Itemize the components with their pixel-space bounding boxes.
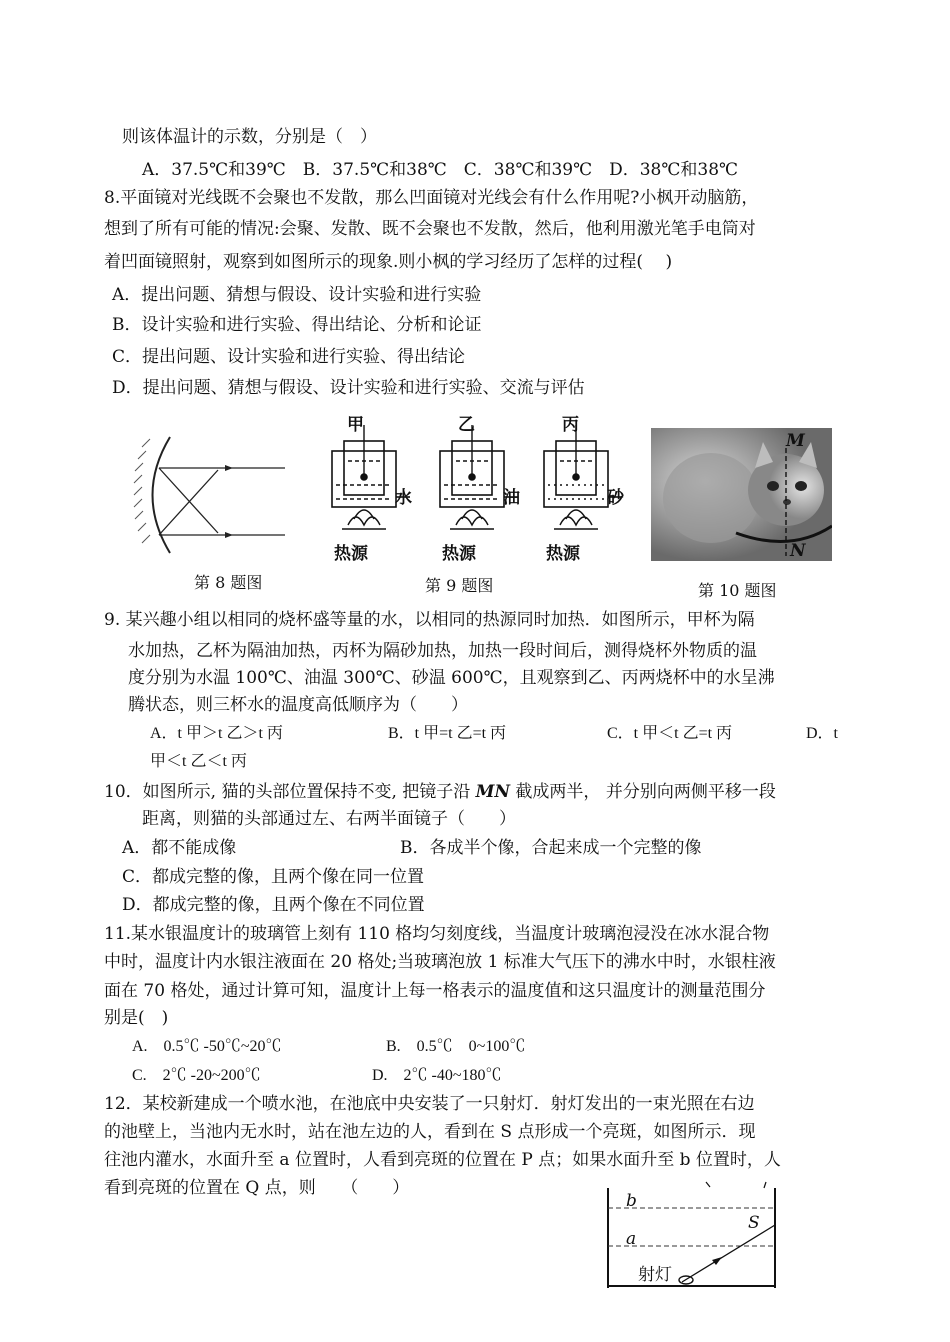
q11-line1: 11.某水银温度计的玻璃管上刻有 110 格均匀刻度线，当温度计玻璃泡浸没在冰水混合物 bbox=[104, 924, 770, 944]
q11-option-c: C. 2℃ -20~200℃ bbox=[132, 1067, 261, 1084]
fig10-caption: 第 10 题图 bbox=[698, 581, 777, 600]
beaker-oil bbox=[440, 425, 518, 529]
fig9-label-oil: 油 bbox=[503, 488, 520, 508]
q10-line1-a: 10．如图所示, 猫的头部位置保持不变, 把镜子沿 bbox=[104, 782, 476, 802]
fig9-label-sand: 砂 bbox=[607, 488, 624, 508]
beaker-water bbox=[332, 425, 410, 529]
fig9-label-bing: 丙 bbox=[562, 415, 579, 435]
q10-option-c: C．都成完整的像，且两个像在同一位置 bbox=[122, 867, 425, 887]
q9-option-b: B．t 甲=t 乙=t 丙 bbox=[388, 725, 507, 742]
q9-option-d: D．t bbox=[806, 725, 839, 742]
fig9-label-yi: 乙 bbox=[458, 415, 475, 435]
q10-mn-label: MN bbox=[475, 782, 511, 802]
q9-option-c: C．t 甲＜t 乙=t 丙 bbox=[607, 725, 733, 742]
q10-option-d: D．都成完整的像，且两个像在不同位置 bbox=[122, 895, 425, 915]
q8-line3: 着凹面镜照射，观察到如图所示的现象.则小枫的学习经历了怎样的过程( ) bbox=[104, 252, 673, 272]
fig12-label-a: a bbox=[626, 1229, 637, 1249]
fig12-label-lamp: 射灯 bbox=[638, 1265, 672, 1285]
fig10-label-n: N bbox=[790, 541, 806, 561]
fig9-label-heat-3: 热源 bbox=[546, 544, 580, 564]
q12-line4: 看到亮斑的位置在 Q 点，则 （ ） bbox=[104, 1178, 410, 1198]
q8-option-d: D．提出问题、猜想与假设、设计实验和进行实验、交流与评估 bbox=[112, 378, 585, 398]
q8-line1: 8.平面镜对光线既不会聚也不发散，那么凹面镜对光线会有什么作用呢?小枫开动脑筋， bbox=[104, 188, 759, 208]
q11-line2: 中时，温度计内水银注液面在 20 格处;当玻璃泡放 1 标准大气压下的沸水中时，水银柱液 bbox=[104, 952, 776, 972]
fig10-label-m: M bbox=[786, 431, 805, 451]
q8-line2: 想到了所有可能的情况:会聚、发散、既不会聚也不发散，然后，他利用激光笔手电筒对 bbox=[104, 219, 756, 239]
q10-option-b: B．各成半个像，合起来成一个完整的像 bbox=[400, 838, 702, 858]
q9-line3: 度分别为水温 100℃、油温 300℃、砂温 600℃，且观察到乙、丙两烧杯中的水呈沸 bbox=[128, 668, 775, 688]
fig12-label-b: b bbox=[626, 1191, 637, 1211]
q9-option-a: A．t 甲＞t 乙＞t 丙 bbox=[150, 725, 283, 742]
q8-option-c: C．提出问题、设计实验和进行实验、得出结论 bbox=[112, 347, 466, 367]
q9-line2: 水加热，乙杯为隔油加热，丙杯为隔砂加热，加热一段时间后，测得烧杯外物质的温 bbox=[128, 641, 757, 661]
q10-line1 bbox=[104, 781, 776, 803]
q12-line1: 12．某校新建成一个喷水池，在池底中央安装了一只射灯．射灯发出的一束光照在右边 bbox=[104, 1094, 755, 1114]
q7-options: A．37.5℃和39℃ B．37.5℃和38℃ C．38℃和39℃ D．38℃和38℃ bbox=[142, 160, 739, 180]
q9-line1: 9. 某兴趣小组以相同的烧杯盛等量的水，以相同的热源同时加热．如图所示，甲杯为隔 bbox=[104, 610, 755, 630]
q7-stem: 则该体温计的示数，分别是（ ） bbox=[122, 127, 377, 147]
fig9-label-heat-2: 热源 bbox=[442, 544, 476, 564]
q11-option-d: D. 2℃ -40~180℃ bbox=[372, 1067, 502, 1084]
fig12-label-s: S bbox=[748, 1213, 760, 1233]
q10-line2: 距离，则猫的头部通过左、右两半面镜子（ ） bbox=[142, 809, 516, 829]
fig8-concave-mirror-diagram bbox=[130, 425, 295, 570]
q12-line2: 的池壁上，当池内无水时，站在池左边的人，看到在 S 点形成一个亮斑，如图所示．现 bbox=[104, 1122, 756, 1142]
q11-option-a: A. 0.5℃ -50℃~20℃ bbox=[132, 1038, 282, 1055]
fig8-caption: 第 8 题图 bbox=[194, 573, 263, 592]
q8-option-b: B．设计实验和进行实验、得出结论、分析和论证 bbox=[112, 315, 482, 335]
q9-option-d-cont: 甲＜t 乙＜t 丙 bbox=[150, 753, 247, 770]
q11-line4: 别是( ) bbox=[104, 1008, 169, 1028]
q10-line1-b: 截成两半， 并分别向两侧平移一段 bbox=[510, 782, 776, 802]
fig9-label-water: 水 bbox=[395, 488, 412, 508]
q11-option-b: B. 0.5℃ 0~100℃ bbox=[386, 1038, 526, 1055]
beaker-sand bbox=[544, 425, 622, 529]
q10-option-a: A．都不能成像 bbox=[122, 838, 237, 858]
q9-line4: 腾状态，则三杯水的温度高低顺序为（ ） bbox=[128, 695, 468, 715]
fig9-caption: 第 9 题图 bbox=[425, 576, 494, 595]
fig9-label-heat-1: 热源 bbox=[334, 544, 368, 564]
fig9-label-jia: 甲 bbox=[347, 415, 364, 435]
q12-line3: 往池内灌水，水面升至 a 位置时，人看到亮斑的位置在 P 点；如果水面升至 b 位置时，人 bbox=[104, 1150, 781, 1170]
q8-option-a: A．提出问题、猜想与假设、设计实验和进行实验 bbox=[112, 285, 482, 305]
q11-line3: 面在 70 格处，通过计算可知，温度计上每一格表示的温度值和这只温度计的测量范围分 bbox=[104, 981, 766, 1001]
